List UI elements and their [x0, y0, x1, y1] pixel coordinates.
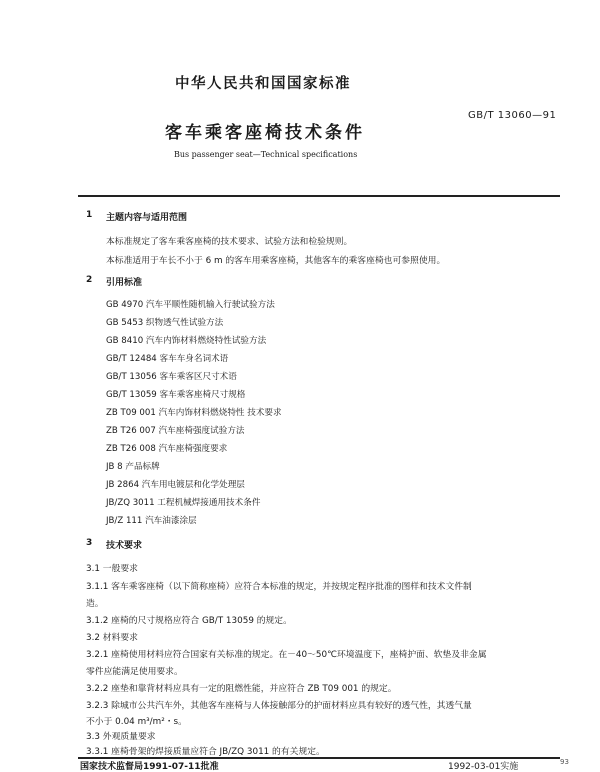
clause-3-3-1: 3.3.1 座椅骨架的焊接质量应符合 JB/ZQ 3011 的有关规定。: [86, 747, 325, 757]
reference-item: GB 4970 汽车平顺性随机输入行驶试验方法: [106, 300, 275, 310]
reference-item: GB/T 12484 客车车身名词术语: [106, 354, 229, 364]
document-title: 客车乘客座椅技术条件: [165, 123, 365, 143]
reference-item: JB/ZQ 3011 工程机械焊接通用技术条件: [106, 498, 261, 508]
effective-date: 1992-03-01实施: [448, 762, 519, 772]
reference-item: GB/T 13059 客车乘客座椅尺寸规格: [106, 390, 246, 400]
standard-code: GB/T 13060—91: [468, 110, 557, 121]
document-subtitle: Bus passenger seat—Technical specifications: [174, 150, 358, 159]
reference-item: ZB T26 007 汽车座椅强度试验方法: [106, 426, 245, 436]
clause-3-2-3: 3.2.3 除城市公共汽车外，其他客车座椅与人体接触部分的护面材料应具有较好的透气性，其透气量: [86, 701, 472, 711]
section-3-heading: 技术要求: [106, 541, 143, 551]
clause-3-2-2: 3.2.2 座垫和靠背材料应具有一定的阻燃性能，并应符合 ZB T09 001 的规定。: [86, 684, 397, 694]
reference-item: GB 8410 汽车内饰材料燃烧特性试验方法: [106, 336, 267, 346]
clause-3-3: 3.3 外观质量要求: [86, 732, 156, 742]
section-2-number: 2: [86, 275, 93, 285]
page-number: 93: [560, 758, 569, 766]
reference-item: JB 2864 汽车用电镀层和化学处理层: [106, 480, 245, 490]
reference-item: JB 8 产品标牌: [106, 462, 160, 472]
approval-note: 国家技术监督局1991-07-11批准: [80, 762, 219, 772]
clause-3-1-1: 3.1.1 客车乘客座椅（以下简称座椅）应符合本标准的规定，并按规定程序批准的图样和技术文件制: [86, 582, 472, 592]
section-1-paragraph: 本标准规定了客车乘客座椅的技术要求、试验方法和检验规则。: [106, 237, 353, 247]
clause-3-1-1-cont: 造。: [86, 599, 104, 609]
section-3-number: 3: [86, 538, 93, 548]
national-standard-title: 中华人民共和国国家标准: [175, 76, 351, 92]
section-1-heading: 主题内容与适用范围: [106, 213, 188, 223]
section-1-number: 1: [86, 210, 93, 220]
reference-item: JB/Z 111 汽车油漆涂层: [106, 516, 197, 526]
header-rule: [78, 195, 560, 197]
clause-3-2-3-cont: 不小于 0.04 m³/m²・s。: [86, 717, 187, 727]
clause-3-2-1-cont: 零件应能满足使用要求。: [86, 667, 183, 677]
section-2-heading: 引用标准: [106, 278, 143, 288]
clause-3-2: 3.2 材料要求: [86, 633, 138, 643]
reference-item: GB 5453 织物透气性试验方法: [106, 318, 224, 328]
clause-3-1: 3.1 一般要求: [86, 564, 138, 574]
reference-item: ZB T26 008 汽车座椅强度要求: [106, 444, 228, 454]
reference-item: ZB T09 001 汽车内饰材料燃烧特性 技术要求: [106, 408, 282, 418]
section-1-paragraph: 本标准适用于车长不小于 6 m 的客车用乘客座椅，其他客车的乘客座椅也可参照使用。: [106, 256, 446, 266]
clause-3-1-2: 3.1.2 座椅的尺寸规格应符合 GB/T 13059 的规定。: [86, 616, 292, 626]
reference-item: GB/T 13056 客车乘客区尺寸术语: [106, 372, 237, 382]
clause-3-2-1: 3.2.1 座椅使用材料应符合国家有关标准的规定。在－40～50℃环境温度下，座椅护面、软垫及非金属: [86, 650, 487, 660]
